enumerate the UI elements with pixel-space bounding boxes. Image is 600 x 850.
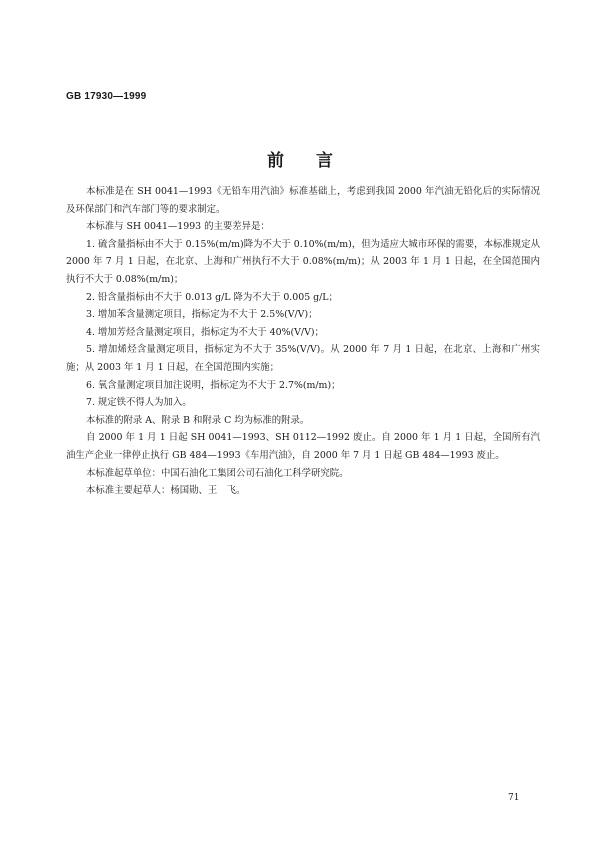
paragraph-drafting-unit: 本标准起草单位：中国石油化工集团公司石油化工科学研究院。 xyxy=(86,467,349,479)
paragraph-item-5: 5. 增加烯烃含量测定项目，指标定为不大于 35%(V/V)。从 2000 年 7 月 1 日起，在北京、上海和广州实施；从 2003 年 1 月 1 日起，在全国范围内实施； xyxy=(66,344,540,373)
paragraph-item-1: 1. 硫含量指标由不大于 0.15%(m/m)降为不大于 0.10%(m/m)，但为适应大城市环保的需要，本标准规定从 2000 年 7 月 1 日起，在北京、上海和广州执行不大于 0.08%(m/m)；从 2003 年 1 月 1 日起，在全国范围内执行不大于 0.08%(m/m)； xyxy=(66,238,540,285)
paragraph-abolish: 自 2000 年 1 月 1 日起 SH 0041—1993、SH 0112—1992 废止。自 2000 年 1 月 1 日起，全国所有汽油生产企业一律停止执行 GB 484—1993《车用汽油》，自 2000 年 7 月 1 日起 GB 484—1993 废止。 xyxy=(66,432,540,461)
paragraph-item-3: 3. 增加苯含量测定项目，指标定为不大于 2.5%(V/V)； xyxy=(86,309,318,321)
paragraph-appendix: 本标准的附录 A、附录 B 和附录 C 均为标准的附录。 xyxy=(86,414,310,426)
standard-code: GB 17930—1999 xyxy=(66,91,147,102)
paragraph-intro: 本标准是在 SH 0041—1993《无铅车用汽油》标准基础上，考虑到我国 2000 年汽油无铅化后的实际情况及环保部门和汽车部门等的要求制定。 xyxy=(66,186,540,215)
paragraph-drafters: 本标准主要起草人：杨国勋、王 飞。 xyxy=(86,485,246,497)
foreword-body xyxy=(66,183,540,500)
paragraph-item-2: 2. 铅含量指标由不大于 0.013 g/L 降为不大于 0.005 g/L； xyxy=(86,291,338,303)
page-title: 前言 xyxy=(267,151,365,171)
page-number: 71 xyxy=(508,793,520,803)
paragraph-item-6: 6. 氧含量测定项目加注说明，指标定为不大于 2.7%(m/m)； xyxy=(86,379,341,391)
paragraph-differences-heading: 本标准与 SH 0041—1993 的主要差异是： xyxy=(86,221,270,233)
paragraph-item-7: 7. 规定铁不得人为加入。 xyxy=(86,397,192,409)
paragraph-item-4: 4. 增加芳烃含量测定项目，指标定为不大于 40%(V/V)； xyxy=(86,326,324,338)
